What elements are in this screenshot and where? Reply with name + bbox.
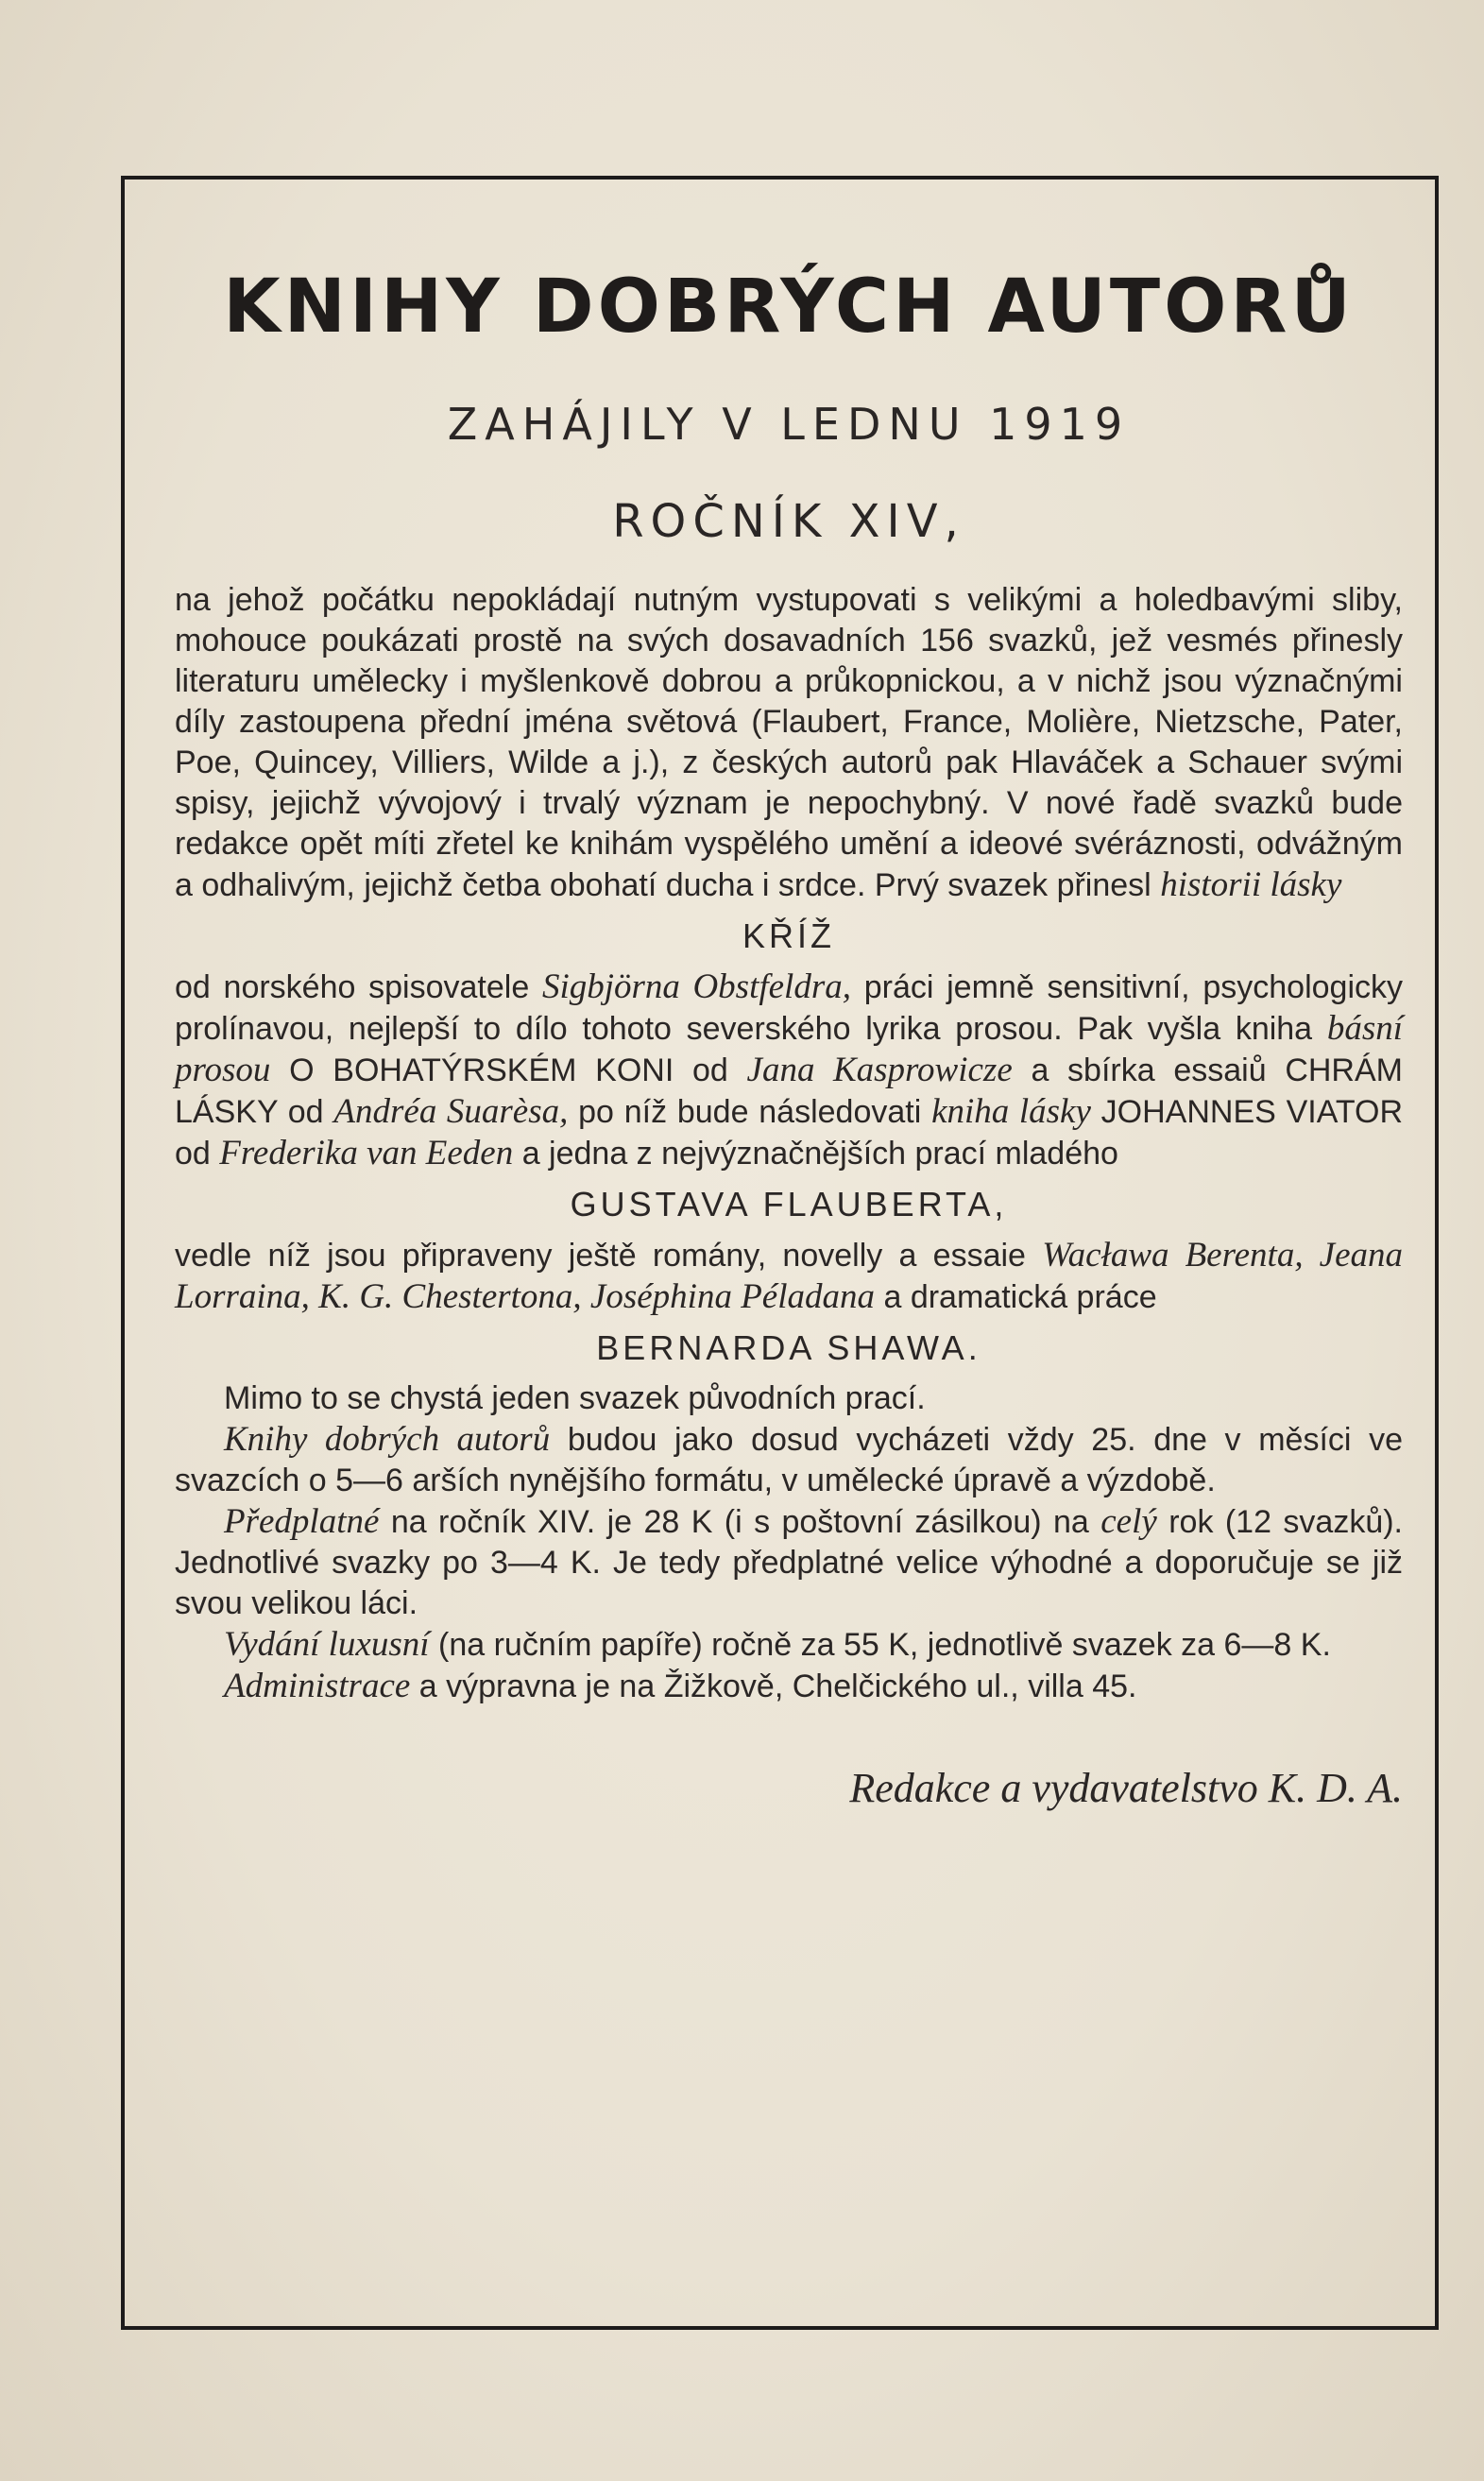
italic-run: historii lásky	[1160, 865, 1342, 904]
text-run: vedle níž jsou připraveny ještě romány, novelly a essaie	[175, 1238, 1026, 1274]
text-run: a výpravna je na Žižkově, Chelčického ul., villa 45.	[418, 1668, 1137, 1704]
italic-run: Sigbjörna Obstfeldra,	[541, 967, 851, 1006]
italic-run: Administrace	[224, 1667, 411, 1705]
paragraph-luxury-edition	[175, 1624, 1403, 1666]
text-run: na ročník XIV. je 28 K (i s poštovní zásilkou) na	[390, 1504, 1089, 1540]
italic-run: Andréa Suarèsa,	[333, 1092, 569, 1131]
paragraph-works	[175, 967, 1403, 1174]
page-title: KNIHY DOBRÝCH AUTORŮ	[223, 265, 1355, 350]
paragraph-prepared	[175, 1235, 1403, 1318]
paragraph-administration	[175, 1666, 1403, 1707]
text-run: na jehož počátku nepokládají nutným vystupovati s velikými a holedbavými sliby, mohouce poukázati prostě na svých dosavadních 156 svazků, jež vesmés přinesly literaturu umělecky i myšlenkově dobrou a průkopnickou, a v nichž jsou význačnými díly zastoupena přední jména světová (Flaubert, France, Molière, Nietzsche, Pater, Poe, Quincey, Villiers, Wilde a j.), z českých autorů pak Hlaváček a Schauer svými spisy, jejichž vývojový i trvalý význam je nepochybný. V nové řadě svazků bude redakce opět míti zřetel ke knihám vyspělého umění a ideové svéráznosti, odvážným a odhalivým, jejichž četba obohatí ducha i srdce. Prvý svazek přinesl	[175, 582, 1403, 903]
text-run: práci jemně sensitivní, psychologicky prolínavou, nejlepší to dílo tohoto severského lyrika prosou. Pak vyšla kniha	[175, 969, 1404, 1047]
text-run: po níž bude následovati	[578, 1094, 922, 1130]
italic-run: Jana Kasprowicze	[746, 1051, 1013, 1089]
italic-run: básní prosou	[175, 1009, 1404, 1089]
text-run: a dramatická práce	[883, 1279, 1157, 1315]
paragraph-original-works: Mimo to se chystá jeden svazek původních prací.	[224, 1380, 926, 1416]
italic-run: Frederika van Eeden	[219, 1134, 514, 1172]
text-run: a sbírka essaiů CHRÁM LÁSKY od	[175, 1052, 1403, 1130]
paragraph-publication	[175, 1419, 1403, 1501]
text-run: a jedna z nejvýznačnějších prací mladého	[521, 1136, 1118, 1172]
text-run: (na ručním papíře) ročně za 55 K, jednotlivě svazek za 6—8 K.	[438, 1627, 1331, 1663]
heading-kriz: KŘÍŽ	[742, 916, 835, 955]
text-run: budou jako dosud vycházeti vždy 25. dne v měsíci ve svazcích o 5—6 arších nynějšího formátu, v umělecké úpravě a výzdobě.	[175, 1422, 1403, 1498]
volume-heading: ROČNÍK XIV,	[612, 495, 965, 548]
subtitle: ZAHÁJILY V LEDNU 1919	[447, 399, 1131, 450]
italic-run: Vydání luxusní	[224, 1625, 430, 1664]
body-text	[175, 580, 1403, 1707]
italic-run: kniha lásky	[931, 1092, 1091, 1131]
paragraph-subscription	[175, 1501, 1403, 1624]
text-run: O BOHATÝRSKÉM KONI od	[289, 1052, 728, 1088]
italic-run: Knihy dobrých autorů	[224, 1420, 551, 1459]
text-run: rok (12 svazků). Jednotlivé svazky po 3—4 K. Je tedy předplatné velice výhodné a doporučuje se již svou velikou láci.	[175, 1504, 1404, 1621]
heading-shaw: BERNARDA SHAWA.	[596, 1328, 981, 1367]
italic-run: Předplatné	[224, 1502, 380, 1541]
signature: Redakce a vydavatelstvo K. D. A.	[849, 1765, 1403, 1811]
italic-run: celý	[1100, 1502, 1157, 1541]
paragraph-intro	[175, 580, 1403, 906]
italic-run: Wacława Berenta, Jeana Lorraina, K. G. Chestertona, Joséphina Péladana	[175, 1236, 1403, 1316]
text-run: od norského spisovatele	[175, 969, 530, 1005]
announcement	[175, 255, 1403, 1812]
text-run: JOHANNES VIATOR od	[175, 1094, 1403, 1172]
heading-flaubert: GUSTAVA FLAUBERTA,	[570, 1185, 1008, 1223]
